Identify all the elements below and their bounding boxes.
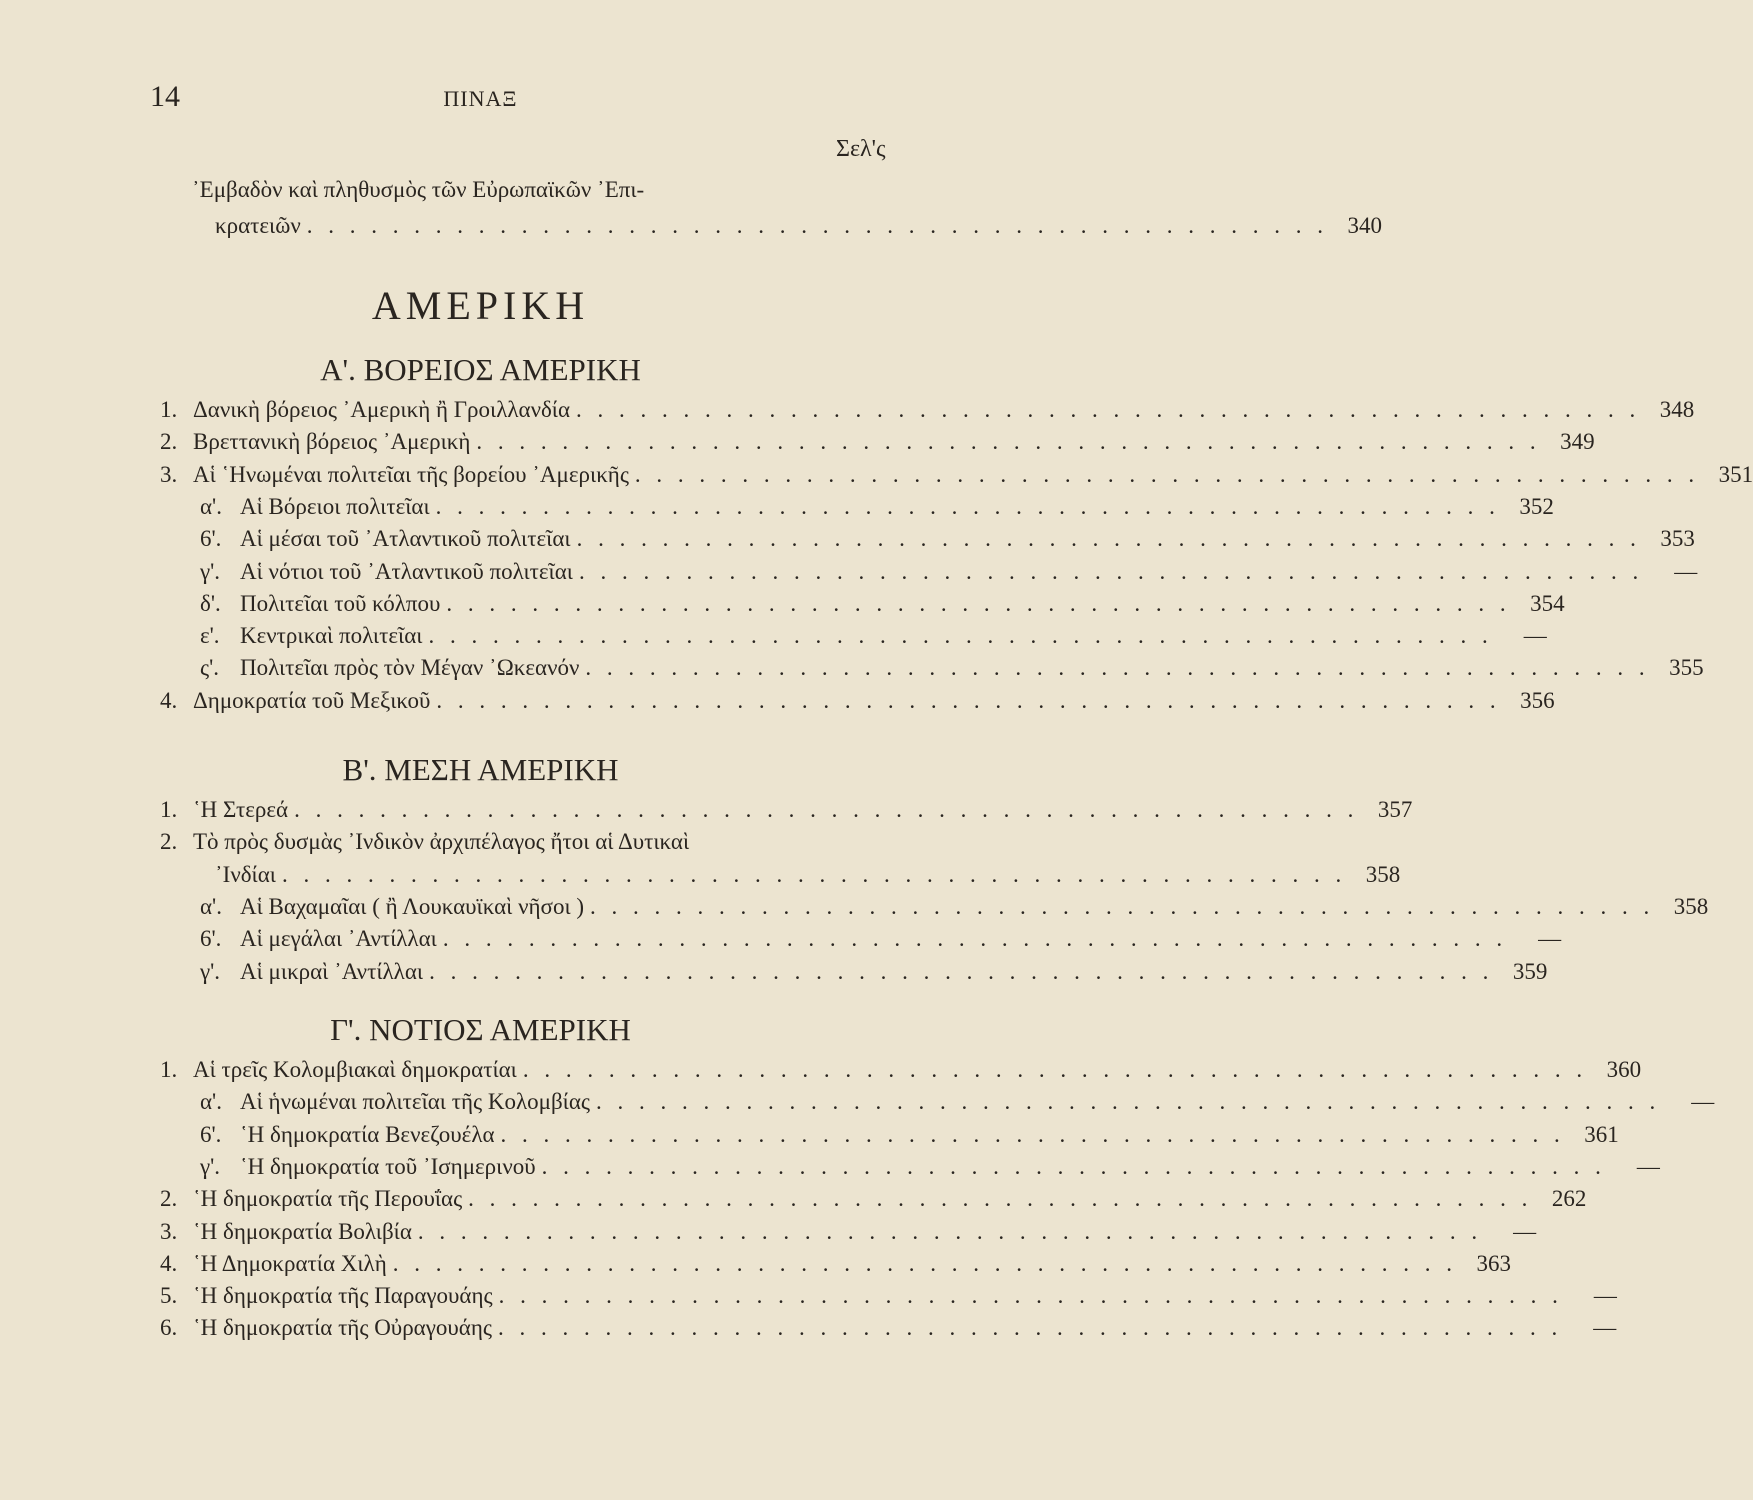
entry-title: ῾Η δημοκρατία τοῦ ᾿Ισημερινοῦ bbox=[240, 1153, 536, 1179]
dot-leader: . . . . . . . . . . . . . . . . . . . . . . . . . . . . . . . . . . . . . . . . . . . . . . . . . . bbox=[522, 1057, 1588, 1082]
entry-number: α'. bbox=[200, 893, 222, 919]
entry-page: 340 bbox=[1347, 213, 1382, 238]
toc-entry bbox=[200, 491, 1554, 523]
entry-number: 6'. bbox=[200, 1121, 222, 1147]
entry-page: — bbox=[1691, 1089, 1715, 1115]
entry-page: — bbox=[1674, 558, 1698, 584]
entry-number: γ'. bbox=[200, 1153, 221, 1179]
dot-leader: . . . . . . . . . . . . . . . . . . . . . . . . . . . . . . . . . . . . . . . . . . . . . . . . . . bbox=[436, 687, 1501, 713]
dot-leader: . . . . . . . . . . . . . . . . . . . . . . . . . . . . . . . . . . . . . . . . . . . . . . . . . . bbox=[281, 861, 1347, 887]
dot-leader: . . . . . . . . . . . . . . . . . . . . . . . . . . . . . . . . . . . . . . . . . . . . . . . . . . bbox=[585, 655, 1650, 681]
toc-entry bbox=[200, 1119, 1619, 1151]
entry-title: Αἱ Βόρειοι πολιτεῖαι bbox=[240, 493, 430, 519]
entry-number: α'. bbox=[200, 493, 222, 519]
dot-leader: . . . . . . . . . . . . . . . . . . . . . . . . . . . . . . . . . . . . . . . . . . . . . . . . . . bbox=[294, 797, 1359, 822]
toc-entry bbox=[200, 588, 1565, 620]
dot-leader: . . . . . . . . . . . . . . . . . . . . . . . . . . . . . . . . . . . . . . . . . . . . . . . . . . bbox=[429, 958, 1494, 984]
dot-leader: . . . . . . . . . . . . . . . . . . . . . . . . . . . . . . . . . . . . . . . . . . . . . . . . . . bbox=[435, 493, 1500, 519]
toc-entry bbox=[200, 1151, 1660, 1183]
entry-title: Πολιτεῖαι τοῦ κόλπου bbox=[240, 590, 441, 616]
intro-entry-line1: ᾿Εμβαδὸν καὶ πληθυσμὸς τῶν Εὐρωπαϊκῶν ᾿Επι- bbox=[192, 177, 645, 202]
entry-number: 6. bbox=[160, 1315, 178, 1341]
dot-leader: . . . . . . . . . . . . . . . . . . . . . . . . . . . . . . . . . . . . . . . . . . . . . . . . . . bbox=[500, 1121, 1565, 1147]
entry-title: Δημοκρατία τοῦ Μεξικοῦ bbox=[193, 687, 431, 713]
entry-title: Αἱ μεγάλαι ᾿Αντίλλαι bbox=[240, 926, 437, 952]
entry-title: Αἱ μέσαι τοῦ ᾿Ατλαντικοῦ πολιτεῖαι bbox=[240, 526, 571, 552]
entry-title: Αἱ νότιοι τοῦ ᾿Ατλαντικοῦ πολιτεῖαι bbox=[240, 558, 573, 584]
dot-leader: . . . . . . . . . . . . . . . . . . . . . . . . . . . . . . . . . . . . . . . . . . . . . . . . . . bbox=[634, 461, 1700, 487]
toc-entry bbox=[160, 794, 1413, 826]
dot-leader: . . . . . . . . . . . . . . . . . . . . . . . . . . . . . . . . . . . . . . . . . . . . . . . . . . bbox=[392, 1250, 1457, 1276]
dot-leader: . . . . . . . . . . . . . . . . . . . . . . . . . . . . . . . . . . . . . . . . . . . . . . . . . . bbox=[576, 397, 1641, 422]
toc-entry bbox=[160, 1280, 1617, 1312]
toc-entry bbox=[200, 523, 1695, 555]
entry-title: ῾Η Δημοκρατία Χιλὴ bbox=[193, 1250, 387, 1276]
entry-title: Αἱ τρεῖς Κολομβιακαὶ δημοκρατίαι bbox=[193, 1057, 517, 1082]
entry-page: 354 bbox=[1530, 590, 1565, 616]
toc-entry bbox=[160, 826, 900, 858]
entry-number: 6'. bbox=[200, 526, 222, 552]
entry-page: — bbox=[1523, 623, 1547, 649]
dot-leader: . . . . . . . . . . . . . . . . . . . . . . . . . . . . . . . . . . . . . . . . . . . . . . . . . . bbox=[590, 893, 1655, 919]
toc-entry bbox=[160, 685, 1555, 717]
entry-title: κρατειῶν bbox=[215, 213, 301, 238]
page-number: 14 bbox=[150, 80, 180, 113]
dot-leader: . . . . . . . . . . . . . . . . . . . . . . . . . . . . . . . . . . . . . . . . . . . . . . . . . . bbox=[541, 1153, 1606, 1179]
section-heading: Γ'. ΝΟΤΙΟΣ ΑΜΕΡΙΚΗ bbox=[330, 1012, 631, 1047]
dot-leader: . . . . . . . . . . . . . . . . . . . . . . . . . . . . . . . . . . . . . . . . . . . . . . . . . . bbox=[578, 558, 1644, 584]
entry-number: 4. bbox=[160, 1250, 178, 1276]
entry-title: Δανικὴ βόρειος ᾿Αμερικὴ ἢ Γροιλλανδία bbox=[193, 397, 571, 422]
entry-page: 358 bbox=[1673, 893, 1709, 919]
entry-page: 349 bbox=[1560, 429, 1595, 455]
entry-number: γ'. bbox=[200, 558, 221, 584]
entry-page: 353 bbox=[1660, 526, 1695, 552]
entry-page: 359 bbox=[1512, 958, 1548, 984]
section-heading: Β'. ΜΕΣΗ ΑΜΕΡΙΚΗ bbox=[342, 752, 619, 787]
entry-page: 356 bbox=[1520, 687, 1555, 713]
entry-page: — bbox=[1538, 926, 1562, 952]
entry-page: 351 bbox=[1718, 461, 1753, 487]
dot-leader: . . . . . . . . . . . . . . . . . . . . . . . . . . . . . . . . . . . . . . . . . . . . . . . . . . bbox=[417, 1218, 1483, 1244]
entry-title: ῾Η δημοκρατία Βολιβία bbox=[193, 1218, 412, 1244]
entry-number: 3. bbox=[160, 1218, 178, 1244]
page-header-title: ΠΙΝΑΞ bbox=[443, 86, 518, 111]
dot-leader: . . . . . . . . . . . . . . . . . . . . . . . . . . . . . . . . . . . . . . . . . . . . . . . . . . bbox=[442, 926, 1508, 952]
dot-leader: . . . . . . . . . . . . . . . . . . . . . . . . . . . . . . . . . . . . . . . . . . . . . . . . . . bbox=[428, 623, 1493, 649]
entry-title: Αἱ Βαχαμαῖαι ( ἢ Λουκαυϊκαὶ νῆσοι ) bbox=[240, 893, 585, 919]
toc-entry bbox=[200, 652, 1704, 684]
entry-title: Αἱ ῾Ηνωμέναι πολιτεῖαι τῆς βορείου ᾿Αμερικῆς bbox=[193, 461, 629, 487]
entry-title: Τὸ πρὸς δυσμὰς ᾿Ινδικὸν ἀρχιπέλαγος ἤτοι αἱ Δυτικαὶ bbox=[193, 829, 690, 855]
entry-page: 360 bbox=[1606, 1057, 1642, 1082]
entry-number: 2. bbox=[160, 429, 178, 455]
toc-entry bbox=[160, 1248, 1511, 1280]
entry-page: 361 bbox=[1584, 1121, 1619, 1147]
toc-entry bbox=[200, 620, 1547, 652]
entry-page: — bbox=[1593, 1283, 1617, 1309]
entry-number: δ'. bbox=[200, 590, 221, 616]
entry-title: ῾Η δημοκρατία τῆς Περουΐας bbox=[193, 1186, 463, 1212]
entry-title: ῾Η δημοκρατία Βενεζουέλα bbox=[240, 1121, 495, 1147]
toc-entry bbox=[160, 1054, 1642, 1086]
dot-leader: . . . . . . . . . . . . . . . . . . . . . . . . . . . . . . . . . . . . . . . . . . . . . . . . . . bbox=[596, 1089, 1661, 1115]
dot-leader: . . . . . . . . . . . . . . . . . . . . . . . . . . . . . . . . . . . . . . . . . . . . . . . . . . bbox=[446, 590, 1511, 616]
entry-number: 5. bbox=[160, 1283, 178, 1309]
entry-title: ῾Η δημοκρατία τῆς Οὐραγουάης bbox=[193, 1315, 492, 1341]
entry-page: 355 bbox=[1669, 655, 1704, 681]
entry-number: α'. bbox=[200, 1089, 222, 1115]
entry-page: 363 bbox=[1476, 1250, 1511, 1276]
toc-entry bbox=[200, 1086, 1715, 1118]
entry-number: γ'. bbox=[200, 958, 221, 984]
entry-page: 352 bbox=[1519, 493, 1554, 519]
entry-title: Πολιτεῖαι πρὸς τὸν Μέγαν ᾿Ωκεανόν bbox=[240, 655, 580, 681]
toc-entry bbox=[160, 459, 1753, 491]
entry-number: 1. bbox=[160, 1057, 178, 1082]
entry-number: 1. bbox=[160, 397, 178, 422]
dot-leader: . . . . . . . . . . . . . . . . . . . . . . . . . . . . . . . . . . . . . . . . . . . . . . . . . . bbox=[498, 1283, 1563, 1309]
entry-number: ς'. bbox=[200, 655, 220, 681]
toc-entry bbox=[160, 394, 1695, 426]
entry-number: ε'. bbox=[200, 623, 220, 649]
toc-entry bbox=[200, 923, 1562, 955]
toc-entry bbox=[215, 859, 1401, 891]
entry-page: 357 bbox=[1377, 797, 1413, 822]
page-column-label: Σελ'ς bbox=[836, 136, 886, 162]
entry-title: Βρεττανικὴ βόρειος ᾿Αμερικὴ bbox=[193, 429, 471, 455]
entry-title: ῾Η Στερεά bbox=[193, 797, 289, 822]
entry-number: 2. bbox=[160, 1186, 178, 1212]
entry-title: ῾Η δημοκρατία τῆς Παραγουάης bbox=[193, 1283, 493, 1309]
section-heading: Α'. ΒΟΡΕΙΟΣ ΑΜΕΡΙΚΗ bbox=[320, 352, 641, 387]
toc-entry bbox=[160, 1312, 1617, 1344]
dot-leader: . . . . . . . . . . . . . . . . . . . . . . . . . . . . . . . . . . . . . . . . . . . . . . . . . . bbox=[468, 1186, 1533, 1212]
dot-leader: . . . . . . . . . . . . . . . . . . . . . . . . . . . . . . . . . . . . . . . . . . . . . . . . . . bbox=[476, 429, 1541, 455]
entry-page: — bbox=[1593, 1315, 1617, 1341]
entry-title: Κεντρικαὶ πολιτεῖαι bbox=[240, 623, 423, 649]
toc-entry bbox=[200, 891, 1709, 923]
entry-page: 348 bbox=[1659, 397, 1695, 422]
entry-page: — bbox=[1513, 1218, 1537, 1244]
toc-entry bbox=[200, 556, 1698, 588]
entry-page: 358 bbox=[1365, 861, 1401, 887]
entry-page: 262 bbox=[1551, 1186, 1587, 1212]
main-heading: ΑΜΕΡΙΚΗ bbox=[371, 283, 590, 328]
entry-number: 1. bbox=[160, 797, 178, 822]
dot-leader: . . . . . . . . . . . . . . . . . . . . . . . . . . . . . . . . . . . . . . . . . . . . . . . . . . bbox=[576, 526, 1641, 552]
entry-number: 6'. bbox=[200, 926, 222, 952]
entry-number: 3. bbox=[160, 461, 178, 487]
entry-number: 4. bbox=[160, 687, 178, 713]
entry-number: 2. bbox=[160, 829, 178, 855]
entry-title: Αἱ ἡνωμέναι πολιτεῖαι τῆς Κολομβίας bbox=[240, 1089, 591, 1115]
intro-entry bbox=[215, 210, 1382, 242]
toc-entry bbox=[200, 956, 1548, 988]
entry-title: Αἱ μικραὶ ᾿Αντίλλαι bbox=[240, 958, 424, 984]
toc-entry bbox=[160, 1183, 1587, 1215]
dot-leader: . . . . . . . . . . . . . . . . . . . . . . . . . . . . . . . . . . . . . . . . . . . . . . . . . . bbox=[497, 1315, 1563, 1341]
dot-leader: . . . . . . . . . . . . . . . . . . . . . . . . . . . . . . . . . . . . . . . . . . . . . . . . bbox=[306, 213, 1328, 238]
toc-entry bbox=[160, 1216, 1537, 1248]
entry-title: ᾿Ινδίαι bbox=[215, 861, 276, 887]
entry-page: — bbox=[1636, 1153, 1660, 1179]
toc-entry bbox=[160, 426, 1595, 458]
